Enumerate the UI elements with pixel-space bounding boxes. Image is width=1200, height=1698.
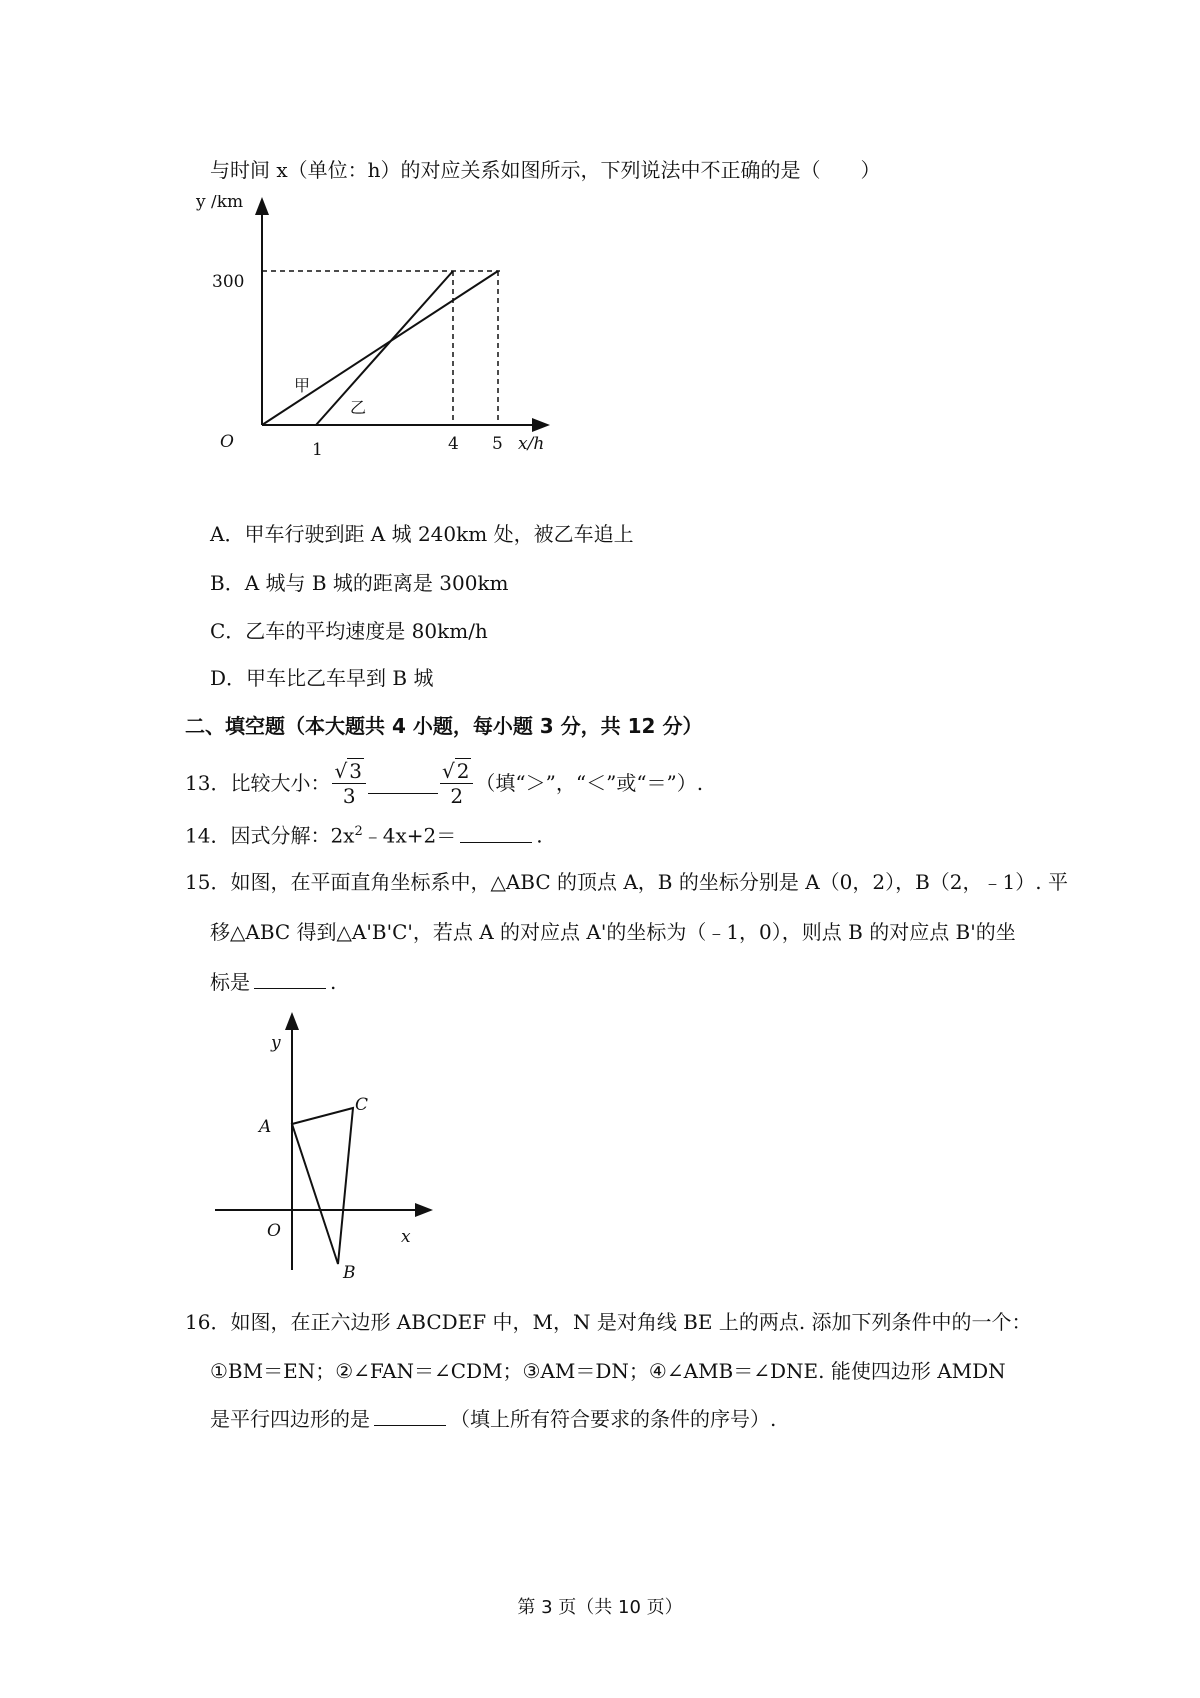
q16-line-2: ①BM＝EN；②∠FAN＝∠CDM；③AM＝DN；④∠AMB＝∠DNE. 能使四边形 AMDN [210, 1359, 1006, 1383]
y-axis-label: y /km [196, 195, 244, 212]
q13-prefix: 比较大小： [230, 771, 331, 795]
q13-frac1-num: 3 [349, 758, 362, 783]
line-yi-label: 乙 [350, 398, 367, 417]
fig15-x-arrow [415, 1203, 433, 1217]
fig15-point-c: C [355, 1095, 369, 1115]
q13-number: 13． [185, 771, 231, 795]
q12-stem: 与时间 x（单位：h）的对应关系如图所示，下列说法中不正确的是（ ） [210, 158, 881, 182]
q13-suffix: （填“＞”，“＜”或“＝”）. [475, 771, 704, 795]
q16-blank [374, 1405, 446, 1426]
fig15-point-b: B [343, 1263, 356, 1280]
q13-frac1-den: 3 [342, 783, 356, 808]
q15-line-3 [210, 968, 336, 996]
fig15-point-a: A [259, 1117, 272, 1137]
q16-text-1: 如图，在正六边形 ABCDEF 中，M，N 是对角线 BE 上的两点. 添加下列条件中的一个： [230, 1310, 1032, 1334]
q14-prefix: 因式分解：2x [230, 823, 355, 848]
x-tick-4: 4 [448, 434, 459, 454]
q13-frac2-num: 2 [456, 758, 470, 783]
line-yi [316, 271, 453, 425]
x-axis-label: x/h [518, 434, 545, 454]
page-footer: 第 3 页（共 10 页） [517, 1597, 683, 1618]
q16-text-3a: 是平行四边形的是 [210, 1407, 370, 1431]
q14-exponent: 2 [354, 824, 363, 839]
q15-line-1 [185, 868, 1068, 896]
q12-distance-time-graph [190, 195, 590, 495]
q15-coordinate-figure [205, 1010, 445, 1280]
x-axis-arrow [532, 418, 550, 432]
y-axis-arrow [255, 197, 269, 215]
q15-text-1: 如图，在平面直角坐标系中，△ABC 的顶点 A，B 的坐标分别是 A（0，2），B（2，﹣1）. 平 [230, 870, 1068, 894]
q12-option-b: B．A 城与 B 城的距离是 300km [210, 571, 509, 595]
fig15-origin: O [267, 1221, 281, 1241]
q13-fraction-2: $\frac{√ 2}{2}$ [440, 759, 473, 808]
q13 [185, 758, 703, 808]
q14-end: . [536, 823, 543, 848]
line-jia-label: 甲 [294, 376, 311, 395]
q12-option-d: D．甲车比乙车早到 B 城 [210, 666, 434, 690]
q14 [185, 818, 543, 850]
fig15-y-arrow [285, 1012, 299, 1030]
q13-blank [368, 773, 438, 794]
q14-rest: ﹣4x+2＝ [362, 823, 457, 848]
q15-end: . [330, 970, 337, 994]
section-2-title: 二、填空题（本大题共 4 小题，每小题 3 分，共 12 分） [185, 714, 703, 738]
x-tick-1: 1 [312, 440, 323, 460]
q12-option-c: C．乙车的平均速度是 80km/h [210, 619, 488, 643]
q16-line-3 [210, 1405, 776, 1433]
q14-number: 14． [185, 823, 231, 848]
fig15-y-label: y [271, 1033, 281, 1053]
fig15-x-label: x [401, 1227, 411, 1247]
q15-number: 15． [185, 870, 231, 894]
q16-text-3b: （填上所有符合要求的条件的序号）. [450, 1407, 777, 1431]
q15-line-2: 移△ABC 得到△A'B'C'，若点 A 的对应点 A'的坐标为（﹣1，0），则点 B 的对应点 B'的坐 [210, 920, 1016, 944]
origin-label: O [220, 432, 234, 452]
q15-text-3: 标是 [210, 970, 250, 994]
line-jia [262, 271, 498, 425]
q13-fraction-1: $\frac{√ 3}{3}$ [332, 759, 365, 808]
y-tick-300: 300 [212, 272, 245, 292]
q12-option-a: A．甲车行驶到距 A 城 240km 处，被乙车追上 [210, 522, 634, 546]
triangle-abc [292, 1108, 353, 1264]
q13-frac2-den: 2 [450, 783, 464, 808]
x-tick-5: 5 [492, 434, 503, 454]
q15-blank [254, 968, 326, 989]
q14-blank [460, 822, 532, 843]
q16-number: 16． [185, 1310, 231, 1334]
q16-line-1 [185, 1308, 1032, 1336]
